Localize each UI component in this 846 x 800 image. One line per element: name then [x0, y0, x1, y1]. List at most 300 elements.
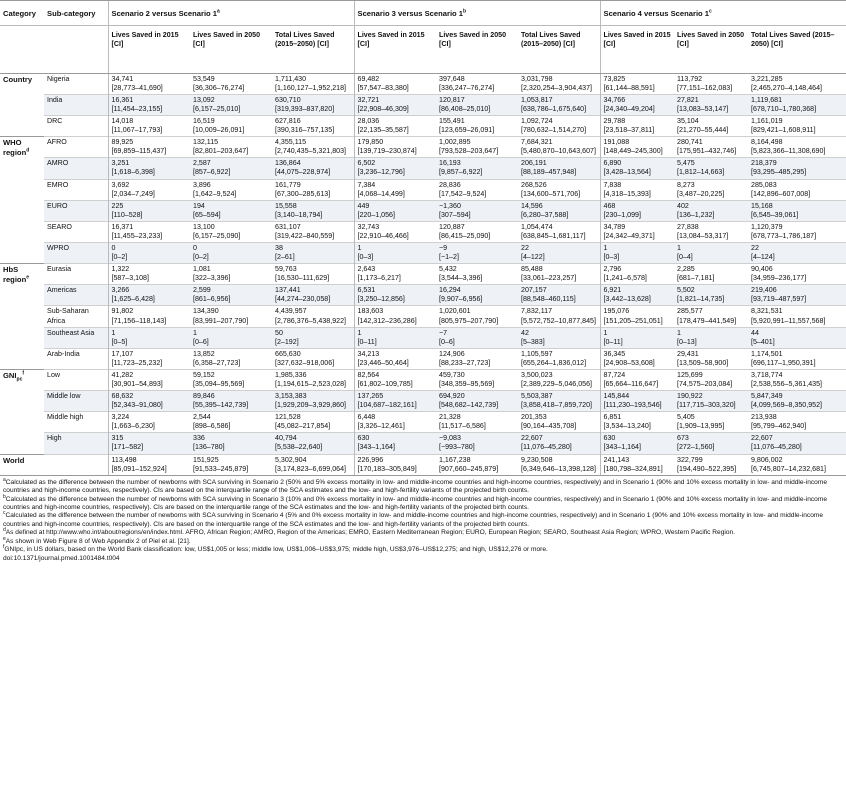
value-cell: [518, 116, 600, 137]
confidence-interval: [1,812–14,663]: [677, 168, 725, 177]
value-cell: [674, 137, 748, 158]
lives-saved-value: 1,322: [111, 265, 130, 274]
table-row: [0, 369, 846, 390]
value-cell: [674, 412, 748, 433]
confidence-interval: [3,487–20,225]: [677, 189, 725, 198]
lives-saved-value: 2,599: [193, 286, 211, 295]
value-cell: [600, 391, 674, 412]
value-cell: [108, 137, 190, 158]
lives-saved-value: 13,100: [193, 222, 215, 231]
confidence-interval: [4–124]: [751, 253, 775, 262]
value-cell: [436, 73, 518, 94]
value-cell: [190, 242, 272, 263]
confidence-interval: [861–6,956]: [193, 295, 231, 304]
value-cell: [674, 221, 748, 242]
value-cell: [108, 348, 190, 369]
confidence-interval: [178,479–441,549]: [677, 316, 737, 325]
value-cell: [674, 285, 748, 306]
table-footnotes: [0, 475, 846, 563]
lives-saved-value: 3,718,774: [751, 370, 783, 379]
value-cell: [108, 116, 190, 137]
subcategory-cell: EURO: [44, 200, 108, 221]
lives-saved-value: 194: [193, 201, 205, 210]
lives-saved-value: 27,821: [677, 95, 699, 104]
value-cell: [108, 391, 190, 412]
lives-saved-value: 2,587: [193, 159, 211, 168]
confidence-interval: [343–1,164]: [603, 443, 641, 452]
confidence-interval: [327,632–918,006]: [275, 358, 335, 367]
value-cell: [518, 264, 600, 285]
lives-saved-value: 136,864: [275, 159, 301, 168]
value-cell: [190, 369, 272, 390]
confidence-interval: [1,642–9,524]: [193, 189, 237, 198]
lives-saved-value: 2,544: [193, 413, 211, 422]
value-cell: [600, 412, 674, 433]
value-cell: [108, 285, 190, 306]
lives-saved-value: 1,161,019: [751, 117, 783, 126]
lives-saved-value: 3,224: [111, 413, 130, 422]
confidence-interval: [11,723–25,232]: [111, 358, 163, 367]
confidence-interval: [1,173–6,217]: [357, 274, 401, 283]
subcategory-cell: Southeast Asia: [44, 327, 108, 348]
value-cell: [436, 179, 518, 200]
lives-saved-value: 137,265: [357, 392, 384, 401]
table-row: [0, 242, 846, 263]
lives-saved-value: 89,846: [193, 392, 215, 401]
value-cell: [674, 179, 748, 200]
confidence-interval: [1,194,615–2,523,028]: [275, 379, 347, 388]
lives-saved-value: 87,724: [603, 370, 626, 379]
value-cell: [108, 327, 190, 348]
confidence-interval: [3,544–3,396]: [439, 274, 483, 283]
value-cell: [190, 454, 272, 475]
subcategory-cell: India: [44, 94, 108, 115]
value-cell: [436, 221, 518, 242]
table-row: [0, 348, 846, 369]
subcategory-cell: WPRO: [44, 242, 108, 263]
lives-saved-value: 41,282: [111, 370, 134, 379]
value-cell: [518, 348, 600, 369]
confidence-interval: [2,389,229–5,046,056]: [521, 379, 593, 388]
value-cell: [600, 158, 674, 179]
value-cell: [436, 454, 518, 475]
confidence-interval: [5,572,752–10,877,845]: [521, 316, 596, 325]
confidence-interval: [0–3]: [603, 253, 620, 262]
confidence-interval: [3,428–13,564]: [603, 168, 651, 177]
lives-saved-value: 8,273: [677, 180, 695, 189]
value-cell: [600, 348, 674, 369]
confidence-interval: [23,446–50,464]: [357, 358, 409, 367]
lives-saved-value: 22,607: [751, 434, 773, 443]
lives-saved-value: 201,353: [521, 413, 547, 422]
lives-saved-value: 631,107: [275, 222, 301, 231]
value-cell: [436, 285, 518, 306]
lives-saved-value: 85,488: [521, 265, 543, 274]
lives-saved-value: 50: [275, 328, 283, 337]
confidence-interval: [11,076–45,280]: [751, 443, 802, 452]
confidence-interval: [3,140–18,794]: [275, 210, 323, 219]
lives-saved-value: 6,448: [357, 413, 376, 422]
confidence-interval: [30,901–54,893]: [111, 379, 163, 388]
confidence-interval: [36,306–76,274]: [193, 83, 245, 92]
confidence-interval: [0–5]: [111, 337, 128, 346]
lives-saved-value: 1,105,597: [521, 349, 553, 358]
value-cell: [748, 200, 846, 221]
lives-saved-value: 1: [357, 243, 362, 252]
lives-saved-value: 16,371: [111, 222, 134, 231]
value-cell: [748, 137, 846, 158]
confidence-interval: [548,682–142,739]: [439, 401, 499, 410]
value-cell: [190, 137, 272, 158]
lives-saved-value: 7,384: [357, 180, 376, 189]
confidence-interval: [678,710–1,780,368]: [751, 104, 817, 113]
lives-saved-value: 6,921: [603, 286, 622, 295]
value-cell: [190, 391, 272, 412]
subcategory-cell: DRC: [44, 116, 108, 137]
value-cell: [674, 433, 748, 454]
footnote: $^f$GNIpc, in US dollars, based on the World Bank classification: low, US$1,005 or less; middle low, US$1,006–US$3,975; middle high, US$3,976–US$12,275; and high, US$12,276 or more.: [3, 544, 548, 554]
value-cell: [674, 73, 748, 94]
lives-saved-value: 91,802: [111, 307, 134, 316]
confidence-interval: [4,318–15,393]: [603, 189, 651, 198]
confidence-interval: [28,773–41,690]: [111, 83, 163, 92]
lives-saved-value: 195,076: [603, 307, 630, 316]
value-cell: [436, 412, 518, 433]
lives-saved-value: 113,498: [111, 455, 137, 464]
lives-saved-value: 336: [193, 434, 205, 443]
confidence-interval: [1,618–6,398]: [111, 168, 155, 177]
lives-saved-value: 673: [677, 434, 689, 443]
lives-saved-value: 16,519: [193, 117, 215, 126]
confidence-interval: [5,823,366–11,308,690]: [751, 147, 826, 156]
lives-saved-value: 1,711,430: [275, 74, 307, 83]
confidence-interval: [0–13]: [677, 337, 697, 346]
lives-saved-value: 1,119,681: [751, 95, 783, 104]
lives-saved-value: 665,630: [275, 349, 301, 358]
lives-saved-value: 6,890: [603, 159, 622, 168]
table-row: [0, 412, 846, 433]
confidence-interval: [3,858,418–7,859,720]: [521, 401, 593, 410]
lives-saved-value: 1,081: [193, 265, 211, 274]
lives-saved-value: 113,792: [677, 74, 703, 83]
confidence-interval: [22,135–35,587]: [357, 126, 409, 135]
table-row: [0, 73, 846, 94]
confidence-interval: [6,280–37,588]: [521, 210, 569, 219]
lives-saved-value: 191,088: [603, 138, 630, 147]
header-row-columns: [0, 25, 846, 73]
value-cell: [600, 116, 674, 137]
lives-saved-value: 2,796: [603, 265, 622, 274]
confidence-interval: [104,687–182,161]: [357, 401, 417, 410]
lives-saved-value: 32,721: [357, 95, 380, 104]
lives-saved-value: 1,174,501: [751, 349, 783, 358]
lives-saved-value: 38: [275, 243, 283, 252]
value-cell: [272, 391, 354, 412]
lives-saved-value: 151,925: [193, 455, 219, 464]
lives-saved-value: 5,432: [439, 265, 457, 274]
confidence-interval: [52,343–91,080]: [111, 401, 163, 410]
confidence-interval: [16,530–111,629]: [275, 274, 330, 283]
confidence-interval: [2,538,556–5,361,435]: [751, 379, 823, 388]
subcategory-header: Sub-category: [44, 1, 108, 26]
confidence-interval: [1,663–6,230]: [111, 422, 155, 431]
confidence-interval: [33,061–223,257]: [521, 274, 577, 283]
value-cell: [436, 391, 518, 412]
confidence-interval: [44,075–228,974]: [275, 168, 331, 177]
confidence-interval: [5,920,991–11,557,568]: [751, 316, 826, 325]
value-cell: [600, 454, 674, 475]
value-cell: [354, 242, 436, 263]
confidence-interval: [638,786–1,675,640]: [521, 104, 587, 113]
confidence-interval: [2,320,254–3,904,437]: [521, 83, 593, 92]
confidence-interval: [3,250–12,856]: [357, 295, 405, 304]
confidence-interval: [136–780]: [193, 443, 225, 452]
confidence-interval: [10,009–26,091]: [193, 126, 245, 135]
value-cell: [748, 348, 846, 369]
value-cell: [518, 285, 600, 306]
lives-saved-value: 15,558: [275, 201, 297, 210]
confidence-interval: [5–401]: [751, 337, 775, 346]
confidence-interval: [88,548–460,115]: [521, 295, 576, 304]
column-header: Lives Saved in 2050 [CI]: [674, 25, 748, 73]
value-cell: [748, 454, 846, 475]
confidence-interval: [69,859–115,437]: [111, 147, 167, 156]
confidence-interval: [1,241–6,578]: [603, 274, 647, 283]
value-cell: [354, 116, 436, 137]
category-header: Category: [0, 1, 44, 26]
lives-saved-value: 179,850: [357, 138, 384, 147]
confidence-interval: [2–61]: [275, 253, 295, 262]
lives-saved-value: 35,104: [677, 117, 699, 126]
value-cell: [674, 116, 748, 137]
value-cell: [354, 306, 436, 327]
value-cell: [272, 433, 354, 454]
value-cell: [354, 179, 436, 200]
confidence-interval: [136–1,232]: [677, 210, 715, 219]
table-row: [0, 433, 846, 454]
confidence-interval: [85,091–152,924]: [111, 464, 167, 473]
lives-saved-value: 120,887: [439, 222, 465, 231]
table-row: [0, 285, 846, 306]
value-cell: [436, 327, 518, 348]
value-cell: [518, 94, 600, 115]
confidence-interval: [5,480,870–10,643,607]: [521, 147, 596, 156]
value-cell: [600, 137, 674, 158]
confidence-interval: [681–7,181]: [677, 274, 715, 283]
lives-saved-value: 183,603: [357, 307, 384, 316]
lives-saved-value: 28,836: [439, 180, 461, 189]
lives-saved-value: 1: [677, 328, 681, 337]
confidence-interval: [3,534–13,240]: [603, 422, 651, 431]
lives-saved-value: 68,632: [111, 392, 134, 401]
lives-saved-value: 6,851: [603, 413, 622, 422]
lives-saved-value: 3,221,285: [751, 74, 783, 83]
confidence-interval: [55,395–142,739]: [193, 401, 249, 410]
lives-saved-value: 213,938: [751, 413, 777, 422]
lives-saved-value: 280,741: [677, 138, 703, 147]
lives-saved-value: 3,896: [193, 180, 211, 189]
confidence-interval: [142,312–236,286]: [357, 316, 417, 325]
value-cell: [436, 94, 518, 115]
value-cell: [674, 391, 748, 412]
value-cell: [108, 412, 190, 433]
lives-saved-value: 27,838: [677, 222, 699, 231]
confidence-interval: [6,745,807–14,232,681]: [751, 464, 826, 473]
column-header: Lives Saved in 2050 [CI]: [190, 25, 272, 73]
value-cell: [748, 158, 846, 179]
confidence-interval: [307–594]: [439, 210, 471, 219]
lives-saved-value: 161,779: [275, 180, 301, 189]
value-cell: [518, 242, 600, 263]
value-cell: [600, 179, 674, 200]
footnote: $^e$As shown in Web Figure 8 of Web Appendix 2 of Piel et al. [21].: [3, 535, 191, 545]
lives-saved-value: 268,526: [521, 180, 547, 189]
lives-saved-value: 32,743: [357, 222, 380, 231]
value-cell: [748, 116, 846, 137]
lives-saved-value: 4,439,957: [275, 307, 307, 316]
value-cell: [518, 369, 600, 390]
confidence-interval: [142,896–607,008]: [751, 189, 811, 198]
lives-saved-value: 285,577: [677, 307, 703, 316]
value-cell: [272, 116, 354, 137]
lives-saved-value: 468: [603, 201, 616, 210]
confidence-interval: [−1–2]: [439, 253, 459, 262]
value-cell: [436, 116, 518, 137]
confidence-interval: [148,449–245,300]: [603, 147, 663, 156]
value-cell: [354, 454, 436, 475]
footnote: $^c$Calculated as the difference between the number of newborns with SCA surviving in Scenario 4 (5% and 0% excess mortality in low- and middle-income countries and high-income countries, respectively) and in Scenario 1 (90% and 10% excess mortality in low- and middle-income countries and high-income countries, respectively). CIs are based on the interquartile range of the SCA estimates and the low- and high-fertility variants of the projected birth counts.: [3, 510, 824, 528]
confidence-interval: [74,575–203,084]: [677, 379, 733, 388]
scenario-header-3: Scenario 3 versus Scenario 1$^b$: [354, 1, 600, 26]
value-cell: [190, 179, 272, 200]
value-cell: [748, 327, 846, 348]
value-cell: [108, 369, 190, 390]
table-row: [0, 221, 846, 242]
value-cell: [272, 221, 354, 242]
lives-saved-value: 44: [751, 328, 759, 337]
value-cell: [354, 264, 436, 285]
lives-saved-value: 16,193: [439, 159, 461, 168]
lives-saved-value: 69,482: [357, 74, 380, 83]
confidence-interval: [390,316–757,135]: [275, 126, 335, 135]
value-cell: [748, 94, 846, 115]
lives-saved-value: 29,788: [603, 117, 626, 126]
value-cell: [518, 391, 600, 412]
lives-saved-value: 14,596: [521, 201, 543, 210]
lives-saved-value: 226,996: [357, 455, 384, 464]
value-cell: [272, 454, 354, 475]
confidence-interval: [780,632–1,514,270]: [521, 126, 587, 135]
value-cell: [600, 264, 674, 285]
value-cell: [748, 179, 846, 200]
lives-saved-value: 121,528: [275, 413, 301, 422]
lives-saved-value: 1: [193, 328, 197, 337]
lives-saved-value: 36,345: [603, 349, 626, 358]
footnote: $^d$As defined at http://www.who.int/about/regions/en/index.html. AFRO, African Region; AMRO, Region of the Americas; EMRO, Eastern Mediterranean Region; EURO, European Region; SEARO, Southeast Asia Region; WPRO, Western Pacific Region.: [3, 527, 735, 537]
value-cell: [600, 73, 674, 94]
value-cell: [272, 158, 354, 179]
value-cell: [354, 94, 436, 115]
category-cell: $GNI_{pc}^f$: [0, 369, 44, 454]
confidence-interval: [898–6,586]: [193, 422, 231, 431]
table-row: [0, 94, 846, 115]
confidence-interval: [134,600–571,706]: [521, 189, 581, 198]
lives-saved-value: 13,852: [193, 349, 215, 358]
lives-saved-value: 120,817: [439, 95, 465, 104]
subcategory-cell: Nigeria: [44, 73, 108, 94]
confidence-interval: [44,274–230,058]: [275, 295, 331, 304]
footnote: $^b$Calculated as the difference between the number of newborns with SCA surviving in Scenario 3 (10% and 0% excess mortality in low- and middle-income countries and high-income countries, respectively) and in Scenario 1 (90% and 10% excess mortality in low- and middle-income countries and high-income countries, respectively). CIs are based on the interquartile range of the SCA estimates and the low- and high-fertility variants of the projected birth counts.: [3, 493, 827, 511]
confidence-interval: [110–528]: [111, 210, 143, 219]
subcategory-cell: AMRO: [44, 158, 108, 179]
confidence-interval: [0–11]: [357, 337, 377, 346]
confidence-interval: [170,183–305,849]: [357, 464, 417, 473]
value-cell: [518, 221, 600, 242]
confidence-interval: [93,295–485,295]: [751, 168, 807, 177]
confidence-interval: [194,490–522,395]: [677, 464, 737, 473]
confidence-interval: [6,157–25,010]: [193, 104, 241, 113]
confidence-interval: [11,455–23,233]: [111, 231, 163, 240]
lives-saved-value: 2,643: [357, 265, 376, 274]
value-cell: [190, 306, 272, 327]
lives-saved-value: 5,502: [677, 286, 695, 295]
category-cell: Country: [0, 73, 44, 136]
category-cell: WHO region$^d$: [0, 137, 44, 264]
footnote: $^a$Calculated as the difference between the number of newborns with SCA surviving in Scenario 2 (50% and 5% excess mortality in low- and middle-income countries and high-income countries, respectively) and in Scenario 1 (90% and 10% excess mortality in low- and middle-income countries and high-income countries, respectively). CIs are based on the interquartile range of the SCA estimates and the low- and high-fertility variants of the projected birth counts.: [3, 476, 827, 495]
lives-saved-value: 17,107: [111, 349, 134, 358]
value-cell: [354, 391, 436, 412]
column-header: Total Lives Saved (2015–2050) [CI]: [518, 25, 600, 73]
confidence-interval: [45,082–217,854]: [275, 422, 331, 431]
lives-saved-value: 8,164,498: [751, 138, 783, 147]
lives-saved-value: 285,083: [751, 180, 777, 189]
lives-saved-value: 218,379: [751, 159, 777, 168]
value-cell: [674, 94, 748, 115]
value-cell: [190, 327, 272, 348]
confidence-interval: [95,799–462,940]: [751, 422, 807, 431]
lives-saved-value: 630,710: [275, 95, 301, 104]
lives-saved-value: 22: [751, 243, 759, 252]
value-cell: [600, 221, 674, 242]
confidence-interval: [61,144–88,591]: [603, 83, 655, 92]
lives-saved-value: 322,799: [677, 455, 703, 464]
confidence-interval: [3,236–12,796]: [357, 168, 405, 177]
lives-saved-value: 59,763: [275, 265, 297, 274]
lives-saved-value: 6,502: [357, 159, 376, 168]
confidence-interval: [−993–780]: [439, 443, 475, 452]
lives-saved-value: 73,825: [603, 74, 626, 83]
value-cell: [272, 137, 354, 158]
column-header: Total Lives Saved (2015–2050) [CI]: [272, 25, 354, 73]
value-cell: [108, 433, 190, 454]
lives-saved-value: 3,251: [111, 159, 130, 168]
value-cell: [272, 285, 354, 306]
confidence-interval: [805,975–207,790]: [439, 316, 499, 325]
lives-saved-value: 155,491: [439, 117, 465, 126]
confidence-interval: [91,533–245,879]: [193, 464, 249, 473]
value-cell: [190, 264, 272, 285]
confidence-interval: [3,326–12,461]: [357, 422, 405, 431]
lives-saved-value: 225: [111, 201, 124, 210]
confidence-interval: [61,802–109,785]: [357, 379, 413, 388]
confidence-interval: [71,156–118,143]: [111, 316, 167, 325]
value-cell: [190, 158, 272, 179]
subcategory-cell: Middle low: [44, 391, 108, 412]
value-cell: [272, 264, 354, 285]
table-row: [0, 116, 846, 137]
value-cell: [600, 285, 674, 306]
lives-saved-value: 7,684,321: [521, 138, 553, 147]
